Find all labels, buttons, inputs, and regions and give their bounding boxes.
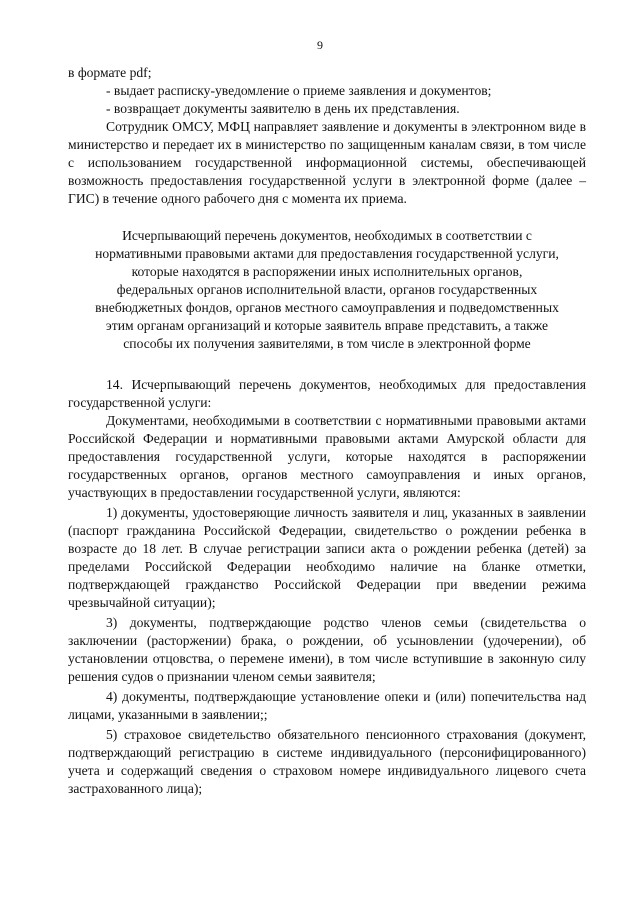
paragraph-returns-documents: - возвращает документы заявителю в день их представления. [106, 101, 460, 116]
list-item-3-kinship-documents: 3) документы, подтверждающие родство членов семьи (свидетельства о заключении (расторжении) брака, о рождении, об усыновлении (удочерении), об установлении отцовства, о перемене имени), в том числе вступившие в законную силу решения судов о признании членом семьи заявителя; [68, 615, 586, 684]
paragraph-issues-receipt: - выдает расписку-уведомление о приеме заявления и документов; [106, 83, 492, 98]
paragraph-14-list-intro: 14. Исчерпывающий перечень документов, необходимых для предоставления государственной услуги: [68, 377, 586, 410]
paragraph-required-documents: Документами, необходимыми в соответствии с нормативными правовыми актами Российской Федерации и нормативными правовыми актами Амурской области для предоставления государственной услуги, которые находятся в распоряжении государственных органов, органов местного самоуправления и иных органов, участвующих в предоставлении государственной услуги, являются: [68, 413, 586, 500]
paragraph-format-pdf: в формате pdf; [68, 65, 152, 80]
document-body [68, 64, 586, 798]
page-number: 9 [317, 38, 323, 52]
list-item-5-pension-insurance: 5) страховое свидетельство обязательного пенсионного страхования (документ, подтверждающий регистрацию в системе индивидуального (персонифицированного) учета и содержащий сведения о страховом номере индивидуального лицевого счета застрахованного лица); [68, 727, 586, 796]
list-item-4-guardianship-documents: 4) документы, подтверждающие установление опеки и (или) попечительства над лицами, указанными в заявлении;; [68, 689, 586, 722]
section-heading: Исчерпывающий перечень документов, необходимых в соответствии с нормативными правовыми актами для предоставления государственной услуги, которые находятся в распоряжении иных исполнительных органов, федеральных органов исполнительной власти, органов государственных внебюджетных фондов, органов местного самоуправления и подведомственных этим органам организаций и которые заявитель вправе представить, а также способы их получения заявителями, в том числе в электронной форме [95, 228, 559, 351]
paragraph-omsu-mfc-sends: Сотрудник ОМСУ, МФЦ направляет заявление и документы в электронном виде в министерство и передает их в министерство по защищенным каналам связи, в том числе с использованием государственной информационной системы, обеспечивающей возможность предоставления государственной услуги в электронной форме (далее – ГИС) в течение одного рабочего дня с момента их приема. [68, 119, 586, 206]
list-item-1-identity-documents: 1) документы, удостоверяющие личность заявителя и лиц, указанных в заявлении (паспорт гражданина Российской Федерации, свидетельство о рождении ребенка в возрасте до 18 лет. В случае регистрации записи акта о рождении ребенка (детей) за пределами Российской Федерации необходимо наличие на бланке отметки, подтверждающей гражданство Российской Федерации при введении режима чрезвычайной ситуации); [68, 505, 586, 610]
